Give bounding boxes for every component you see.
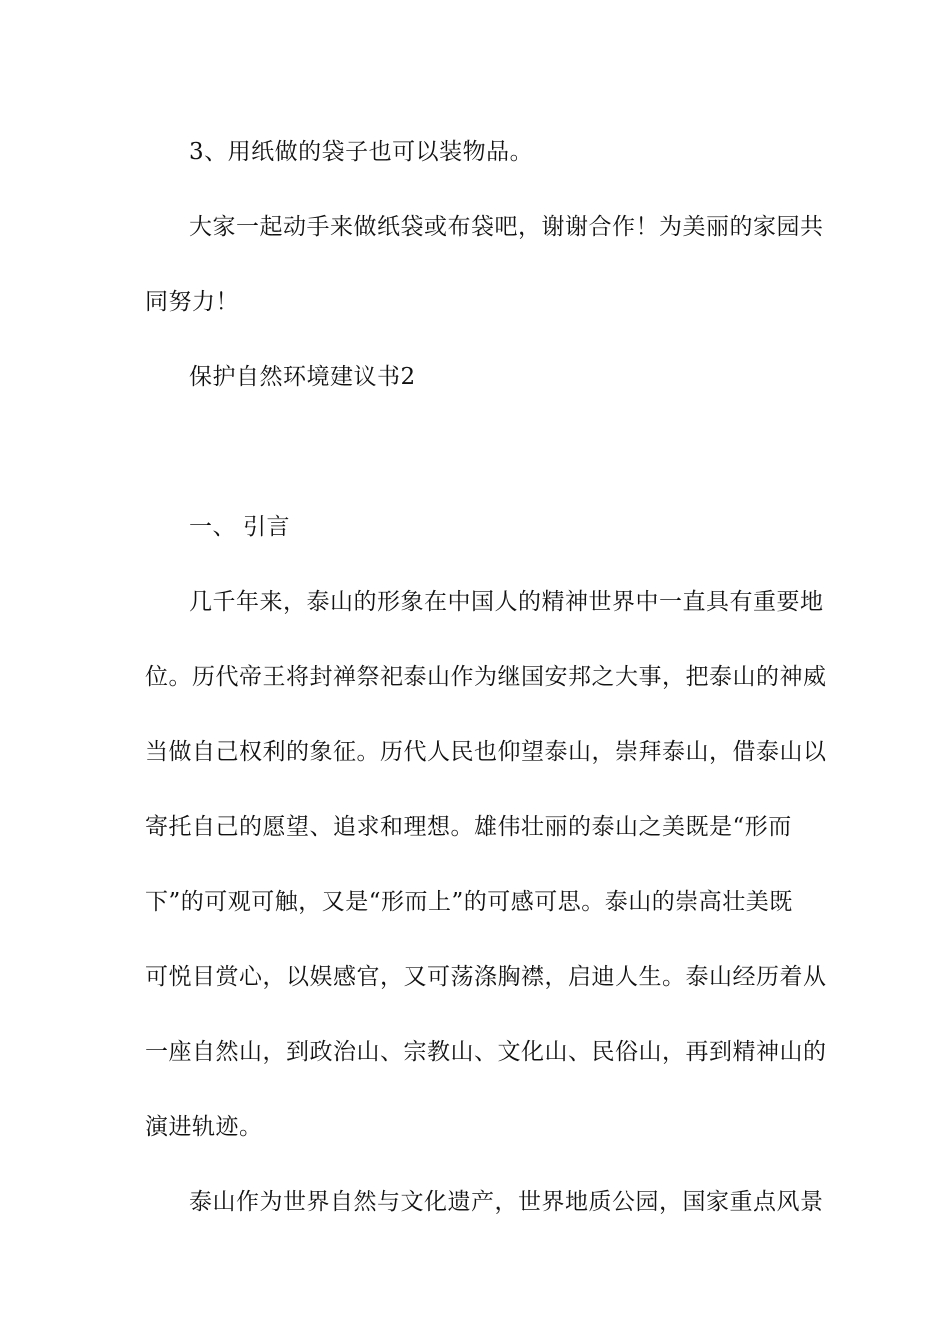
paragraph-line: 下”的可观可触，又是“形而上”的可感可思。泰山的崇高壮美既	[145, 889, 793, 915]
paragraph-line: 位。历代帝王将封禅祭祀泰山作为继国安邦之大事，把泰山的神威	[145, 664, 827, 690]
paragraph-appeal-line-1: 大家一起动手来做纸袋或布袋吧，谢谢合作！为美丽的家园共	[189, 214, 824, 240]
paragraph-line: 一座自然山，到政治山、宗教山、文化山、民俗山，再到精神山的	[145, 1039, 827, 1065]
paragraph-line: 当做自己权利的象征。历代人民也仰望泰山，崇拜泰山，借泰山以	[145, 739, 827, 765]
heading-text: 引言	[243, 514, 290, 540]
heading-introduction	[0, 512, 950, 542]
paragraph-line: 可悦目赏心，以娱感官，又可荡涤胸襟，启迪人生。泰山经历着从	[145, 964, 827, 990]
paragraph-item-3: 3、用纸做的袋子也可以装物品。	[189, 139, 534, 165]
paragraph-line: 寄托自己的愿望、追求和理想。雄伟壮丽的泰山之美既是“形而	[145, 814, 792, 840]
heading-number: 一、	[189, 514, 236, 540]
paragraph-appeal-line-2: 同努力！	[145, 289, 239, 315]
paragraph-line: 演进轨迹。	[145, 1114, 263, 1140]
paragraph-line: 几千年来，泰山的形象在中国人的精神世界中一直具有重要地	[189, 589, 824, 615]
paragraph-heritage-line-1: 泰山作为世界自然与文化遗产，世界地质公园，国家重点风景	[189, 1189, 824, 1215]
section-title: 保护自然环境建议书2	[189, 364, 416, 390]
